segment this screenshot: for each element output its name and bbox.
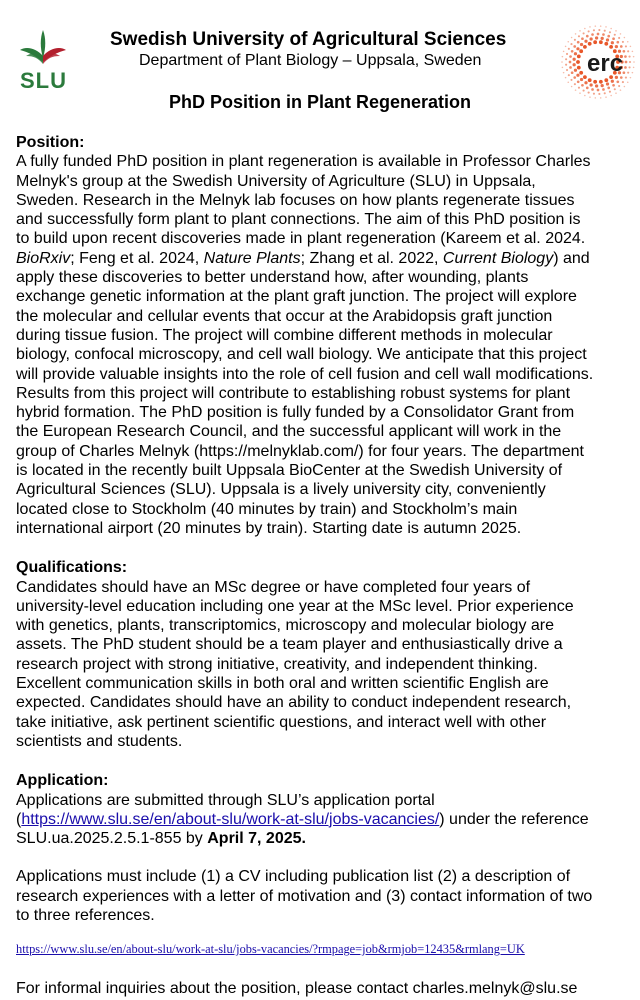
text-line: group of Charles Melnyk (https://melnyklab.com/) for four years. The department: [16, 442, 584, 460]
erc-dot: [633, 56, 635, 58]
erc-dot: [607, 35, 610, 38]
paren: (: [16, 810, 22, 828]
section-gap: [16, 925, 628, 939]
erc-dot: [571, 50, 574, 53]
journal-biorxiv: BioRxiv: [16, 249, 71, 267]
text-line: during tissue fusion. The project will combine different methods in molecular: [16, 326, 553, 344]
erc-dot: [562, 67, 564, 69]
erc-dot: [574, 52, 577, 55]
erc-dot: [590, 37, 593, 40]
erc-dot: [625, 77, 627, 79]
erc-dot: [606, 38, 609, 41]
erc-dot: [600, 25, 602, 27]
erc-dot: [573, 58, 576, 61]
erc-dot: [562, 56, 564, 58]
text-line: Excellent communication skills in both oral and written scientific English are: [16, 675, 549, 693]
erc-dot: [563, 72, 565, 74]
erc-dot: [611, 80, 614, 83]
journal-current-biology: Current Biology: [442, 249, 554, 267]
erc-dot: [622, 41, 624, 43]
erc-dot: [604, 78, 608, 82]
text-line: assets. The PhD student should be a team player and enthusiastically drive a: [16, 636, 563, 654]
erc-dot: [571, 37, 573, 39]
text-line: Sweden. Research in the Melnyk lab focuses on how plants regenerate tissues: [16, 191, 575, 209]
erc-dot: [566, 69, 568, 71]
erc-dot: [620, 45, 623, 48]
erc-dot: [609, 45, 613, 49]
erc-dot: [571, 71, 574, 74]
erc-dot: [595, 25, 597, 27]
reference-text: ) under the reference: [439, 810, 589, 828]
text-line: research experiences with a letter of motivation and (3) contact information of two: [16, 887, 593, 905]
text-line: scientists and students.: [16, 732, 183, 750]
citation-text: ; Feng et al. 2024,: [70, 249, 204, 267]
text-line-deadline: [16, 829, 628, 848]
erc-dot: [578, 35, 580, 37]
erc-dot: [565, 64, 567, 66]
erc-dot: [567, 82, 569, 84]
erc-dot: [632, 72, 634, 74]
erc-dot: [571, 86, 573, 88]
erc-dot: [599, 40, 603, 44]
text-line: apply these discoveries to better understand how, after wounding, plants: [16, 269, 529, 287]
erc-dot: [593, 80, 597, 84]
journal-nature-plants: Nature Plants: [203, 249, 301, 267]
erc-dot: [565, 46, 567, 48]
erc-dot: [597, 33, 600, 36]
erc-dot: [616, 80, 619, 83]
text-line: Results from this project will contribute to establishing robust systems for plant: [16, 384, 571, 402]
erc-dot: [628, 66, 630, 68]
erc-dot: [620, 33, 622, 35]
erc-dot: [578, 87, 580, 89]
erc-dot: [614, 34, 616, 36]
erc-dot: [570, 79, 572, 81]
erc-dot: [625, 45, 627, 47]
erc-dot: [627, 72, 629, 74]
document-body: [16, 133, 628, 998]
text-line: to three references.: [16, 906, 155, 924]
erc-dot: [588, 78, 592, 82]
erc-dot: [584, 28, 586, 30]
text-line: A fully funded PhD position in plant regeneration is available in Professor Charles: [16, 153, 591, 171]
erc-dot: [622, 81, 624, 83]
erc-dot: [624, 55, 627, 58]
erc-dot: [614, 88, 616, 90]
erc-dot: [627, 82, 629, 84]
erc-dot: [595, 36, 598, 39]
erc-dot: [565, 58, 567, 60]
erc-dot: [569, 55, 572, 58]
erc-dot: [567, 41, 569, 43]
erc-dot: [579, 49, 583, 53]
erc-logo-text: erc: [587, 50, 624, 77]
text-line: located close to Stockholm (40 minutes by train) and Stockholm’s main: [16, 500, 518, 518]
erc-dot: [584, 40, 587, 43]
vacancy-link[interactable]: https://www.slu.se/en/about-slu/work-at-slu/jobs-vacancies/?rmpage=job&rmjob=12435&rmlang=UK: [16, 942, 525, 957]
text-line: will provide valuable insights into the role of cell fusion and cell wall modifications.: [16, 365, 594, 383]
deadline-date: April 7, 2025.: [207, 830, 306, 848]
text-line: take initiative, ask pertinent scientific questions, and interact well with other: [16, 713, 547, 731]
erc-dot: [570, 43, 572, 45]
department-name: Department of Plant Biology – Uppsala, Sweden: [139, 52, 482, 69]
text-line: Applications must include (1) a CV including publication list (2) a description of: [16, 868, 571, 886]
erc-dot: [618, 85, 620, 87]
document-header: [0, 0, 640, 93]
erc-dot: [601, 84, 604, 87]
erc-dot: [602, 88, 605, 91]
erc-dot: [573, 76, 576, 79]
erc-dot: [624, 86, 626, 88]
erc-dot: [630, 77, 632, 79]
text-line: international airport (20 minutes by train). Starting date is autumn 2025.: [16, 519, 522, 537]
erc-dot: [590, 83, 593, 86]
erc-dot: [615, 30, 617, 32]
erc-dot: [577, 80, 580, 83]
erc-dot: [628, 56, 630, 58]
text-line: is located in the recently built Uppsala BioCenter at the Swedish University of: [16, 462, 563, 480]
text-line: to build upon recent discoveries made in plant regeneration (Kareem et al. 2024.: [16, 230, 586, 248]
erc-dot: [586, 87, 589, 90]
erc-dot: [575, 89, 577, 91]
erc-dot: [593, 29, 595, 31]
erc-dot: [591, 33, 594, 36]
text-line: the European Research Council, and the successful applicant will work in the: [16, 423, 562, 441]
erc-dot: [583, 32, 585, 34]
erc-dot: [568, 48, 570, 50]
text-line: with genetics, plants, transcriptomics, microscopy and molecular biology are: [16, 617, 555, 635]
text-line: university-level education including one year at the MSc level. Prior experience: [16, 597, 574, 615]
erc-dot: [624, 37, 626, 39]
erc-dot: [599, 80, 603, 84]
erc-dot: [574, 83, 576, 85]
citation-text: ; Zhang et al. 2022,: [300, 249, 443, 267]
erc-dot: [579, 30, 581, 32]
erc-dot: [609, 31, 611, 33]
text-line: and successfully form plant to plant connections. The aim of this PhD position is: [16, 211, 581, 229]
position-text: [16, 152, 628, 538]
erc-dot: [601, 37, 604, 40]
erc-dot: [565, 77, 567, 79]
erc-dot: [569, 66, 572, 69]
erc-dot: [569, 61, 572, 64]
erc-dot: [583, 45, 587, 49]
erc-dot: [633, 61, 635, 63]
erc-dot: [577, 41, 580, 44]
erc-dot: [633, 67, 635, 69]
erc-dot: [610, 28, 612, 30]
text-line: the molecular and cellular events that occur at the Arabidopsis graft junction: [16, 307, 553, 325]
erc-dot: [595, 84, 598, 87]
application-heading: Application:: [16, 772, 109, 790]
erc-dot: [574, 69, 577, 72]
erc-dot: [579, 71, 583, 75]
erc-dot: [616, 41, 619, 44]
text-line: Agricultural Sciences (SLU). Uppsala is a lively university city, conveniently: [16, 481, 546, 499]
erc-dot: [618, 37, 620, 39]
text-line: Applications are submitted through SLU’s application portal: [16, 791, 435, 809]
section-gap: [16, 751, 628, 771]
erc-dot: [602, 33, 605, 36]
erc-dot: [574, 39, 576, 41]
erc-dot: [580, 78, 583, 81]
text-line: exchange genetic information at the plant graft junction. The project will explore: [16, 288, 577, 306]
erc-dot: [605, 26, 607, 28]
erc-dot: [604, 30, 606, 32]
erc-dot: [568, 74, 570, 76]
text-line: research project with strong initiative, creativity, and independent thinking.: [16, 655, 538, 673]
erc-dot: [563, 51, 565, 53]
text-line: hybrid formation. The PhD position is fully funded by a Consolidator Grant from: [16, 404, 575, 422]
page-title: PhD Position in Plant Regeneration: [168, 92, 472, 112]
erc-dot: [573, 45, 576, 48]
erc-dot: [591, 88, 594, 91]
qualifications-text: [16, 578, 628, 752]
erc-dot: [580, 43, 583, 46]
erc-dot: [566, 53, 568, 55]
position-heading: Position:: [16, 134, 85, 151]
erc-dot: [581, 84, 584, 87]
erc-dot: [588, 42, 592, 46]
portal-link[interactable]: https://www.slu.se/en/about-slu/work-at-slu/jobs-vacancies/: [21, 810, 440, 828]
erc-dot: [612, 84, 615, 87]
erc-dot: [629, 61, 631, 63]
erc-dot: [588, 30, 590, 32]
vacancy-link-line: [16, 939, 628, 959]
erc-dot: [584, 81, 587, 84]
erc-dot: [598, 29, 600, 31]
section-gap: [16, 538, 628, 558]
contact-line: For informal inquiries about the position, please contact charles.melnyk@slu.se: [16, 979, 578, 997]
text-line: expected. Candidates should have an ability to conduct independent research,: [16, 694, 572, 712]
erc-dot: [630, 46, 632, 48]
erc-dot: [624, 66, 627, 69]
erc-dot: [625, 61, 628, 64]
erc-dot: [604, 42, 608, 46]
erc-dot: [589, 26, 591, 28]
erc-dot: [606, 82, 609, 85]
text-line-portal: [16, 810, 628, 829]
slu-logo-text: SLU: [20, 68, 67, 93]
erc-dot: [620, 89, 622, 91]
erc-dot: [577, 54, 581, 58]
section-gap: [16, 848, 628, 867]
erc-dot: [627, 41, 629, 43]
qualifications-heading: Qualifications:: [16, 559, 128, 577]
erc-dot: [607, 87, 610, 90]
erc-dot: [627, 50, 629, 52]
erc-dot: [597, 89, 600, 92]
erc-dot: [577, 66, 581, 70]
erc-dot: [573, 63, 576, 66]
erc-dot: [576, 74, 579, 77]
erc-dot: [615, 45, 618, 48]
erc-dot: [576, 60, 580, 64]
citation-text: ) and: [553, 249, 590, 267]
erc-dot: [561, 61, 563, 63]
section-gap: [16, 960, 628, 979]
erc-dot: [612, 37, 615, 40]
erc-dot: [576, 47, 579, 50]
erc-dot: [575, 33, 577, 35]
reference-number: SLU.ua.2025.2.5.1-855 by: [16, 830, 208, 848]
erc-dot: [611, 41, 614, 44]
erc-dot: [581, 37, 584, 40]
text-line: Candidates should have an MSc degree or have completed four years of: [16, 578, 531, 596]
text-line-citations: [16, 249, 628, 268]
erc-dot: [632, 51, 634, 53]
erc-dot: [593, 40, 597, 44]
erc-dot: [586, 35, 589, 38]
university-name: Swedish University of Agricultural Sciences: [110, 29, 507, 50]
text-line: biology, confocal microscopy, and cell wall biology. We anticipate that this project: [16, 346, 587, 364]
text-line: Melnyk's group at the Swedish University of Agriculture (SLU) in Uppsala,: [16, 172, 536, 190]
